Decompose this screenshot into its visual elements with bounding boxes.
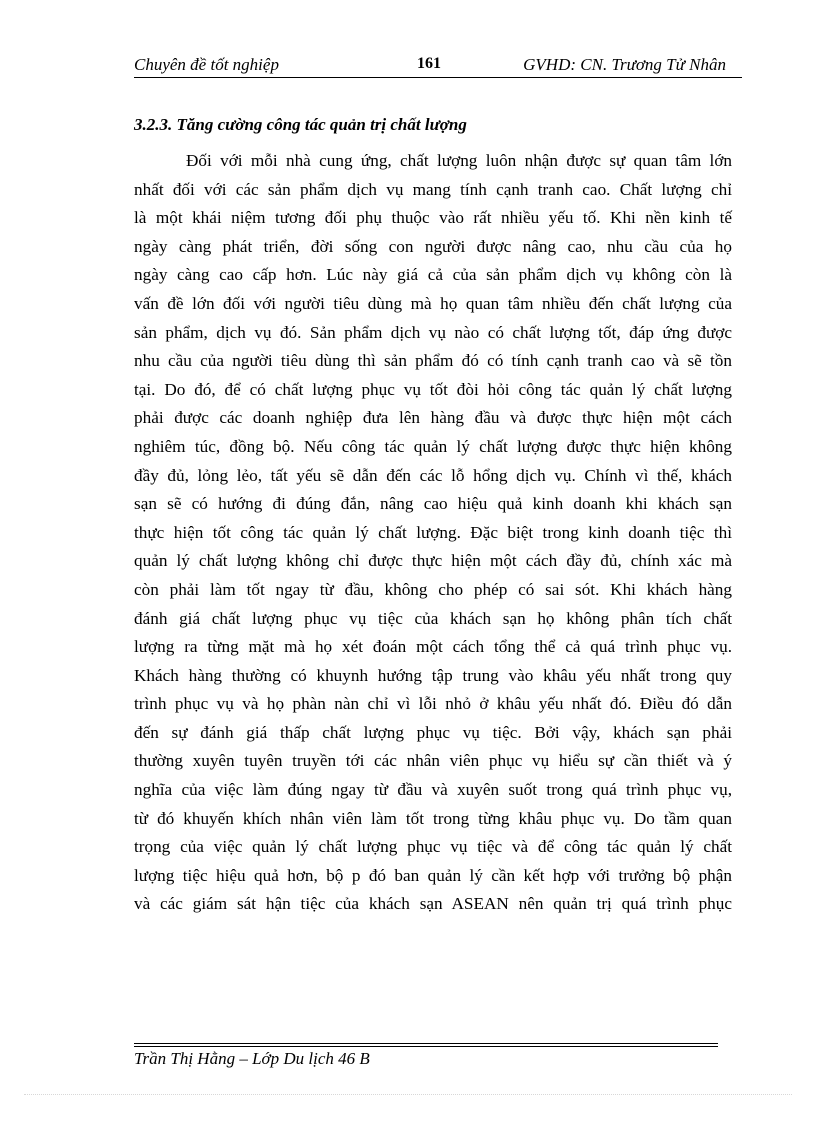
text-line: lượng tiệc hiệu quả hơn, bộ p đó ban quản lý cần kết hợp với trưởng bộ phận bbox=[134, 865, 732, 885]
text-line: Khách hàng thường có khuynh hướng tập trung vào khâu yếu nhất trong quy bbox=[134, 665, 732, 685]
text-line: quản lý chất lượng không chỉ được thực hiện một cách đầy đủ, chính xác mà bbox=[134, 551, 732, 571]
text-line: đầy đủ, lỏng lẻo, tất yếu sẽ dẫn đến các lỗ hổng dịch vụ. Chính vì thế, khách bbox=[134, 465, 732, 485]
footer-rule-bottom bbox=[134, 1046, 718, 1047]
text-line: đánh giá chất lượng phục vụ tiệc của khách sạn họ không phân tích chất bbox=[134, 608, 732, 628]
text-line: vấn đề lớn đối với người tiêu dùng mà họ quan tâm nhiều đến chất lượng của bbox=[134, 293, 732, 313]
text-line: ngày càng phát triển, đời sống con người được nâng cao, nhu cầu của họ bbox=[134, 236, 732, 256]
text-line: và các giám sát hận tiệc của khách sạn ASEAN nên quản trị quá trình phục bbox=[134, 894, 732, 914]
header-document-type: Chuyên đề tốt nghiệp bbox=[134, 55, 279, 74]
text-line: sản phẩm, dịch vụ đó. Sản phẩm dịch vụ nào có chất lượng tốt, đáp ứng được bbox=[134, 322, 732, 342]
text-line: tại. Do đó, để có chất lượng phục vụ tốt đòi hỏi công tác quản lý chất lượng bbox=[134, 379, 732, 399]
text-line: đến sự đánh giá thấp chất lượng phục vụ tiệc. Bởi vậy, khách sạn phải bbox=[134, 722, 732, 742]
text-line: thực hiện tốt công tác quản lý chất lượng. Đặc biệt trong kinh doanh tiệc thì bbox=[134, 522, 732, 542]
text-line: từ đó khuyến khích nhân viên làm tốt trong từng khâu phục vụ. Do tầm quan bbox=[134, 808, 732, 828]
text-line: nhất đối với các sản phẩm dịch vụ mang tính cạnh tranh cao. Chất lượng chỉ bbox=[134, 179, 732, 199]
section-heading: 3.2.3. Tăng cường công tác quản trị chất lượng bbox=[134, 115, 467, 134]
footer-rule-top bbox=[134, 1043, 718, 1044]
text-line: Đối với mỗi nhà cung ứng, chất lượng luôn nhận được sự quan tâm lớn bbox=[186, 151, 732, 170]
text-line: là một khái niệm tương đối phụ thuộc vào rất nhiều yếu tố. Khi nền kinh tế bbox=[134, 208, 732, 228]
text-line: sạn sẽ có hướng đi đúng đắn, nâng cao hiệu quả kinh doanh khi khách sạn bbox=[134, 494, 732, 514]
page-bottom-edge bbox=[24, 1094, 792, 1095]
page-header bbox=[134, 53, 742, 78]
text-line: nghiêm túc, đồng bộ. Nếu công tác quản lý chất lượng được thực hiện không bbox=[134, 436, 732, 456]
text-line: ngày càng cao cấp hơn. Lúc này giá cả của sản phẩm dịch vụ không còn là bbox=[134, 265, 732, 285]
page-number: 161 bbox=[417, 55, 441, 72]
text-line: trình phục vụ và họ phàn nàn chỉ vì lỗi nhỏ ở khâu yếu nhất đó. Điều đó dẫn bbox=[134, 694, 732, 714]
text-line: thường xuyên tuyên truyền tới các nhân viên phục vụ hiểu sự cần thiết và ý bbox=[134, 751, 732, 771]
body-paragraph bbox=[134, 147, 732, 919]
text-line: trọng của việc quản lý chất lượng phục vụ tiệc và để công tác quản lý chất bbox=[134, 837, 732, 857]
text-line: còn phải làm tốt ngay từ đầu, không cho phép có sai sót. Khi khách hàng bbox=[134, 579, 732, 599]
text-line: phải được các doanh nghiệp đưa lên hàng đầu và được thực hiện một cách bbox=[134, 408, 732, 428]
text-line: lượng ra từng mặt mà họ xét đoán một cách tổng thể cả quá trình phục vụ. bbox=[134, 637, 732, 657]
header-supervisor: GVHD: CN. Trương Tử Nhân bbox=[523, 55, 726, 74]
page-footer-author: Trần Thị Hằng – Lớp Du lịch 46 B bbox=[134, 1049, 370, 1068]
text-line: nhu cầu của người tiêu dùng thì sản phẩm đó có tính cạnh tranh cao và sẽ tồn bbox=[134, 351, 732, 371]
text-line: nghĩa của việc làm đúng ngay từ đầu và xuyên suốt trong quá trình phục vụ, bbox=[134, 780, 732, 800]
